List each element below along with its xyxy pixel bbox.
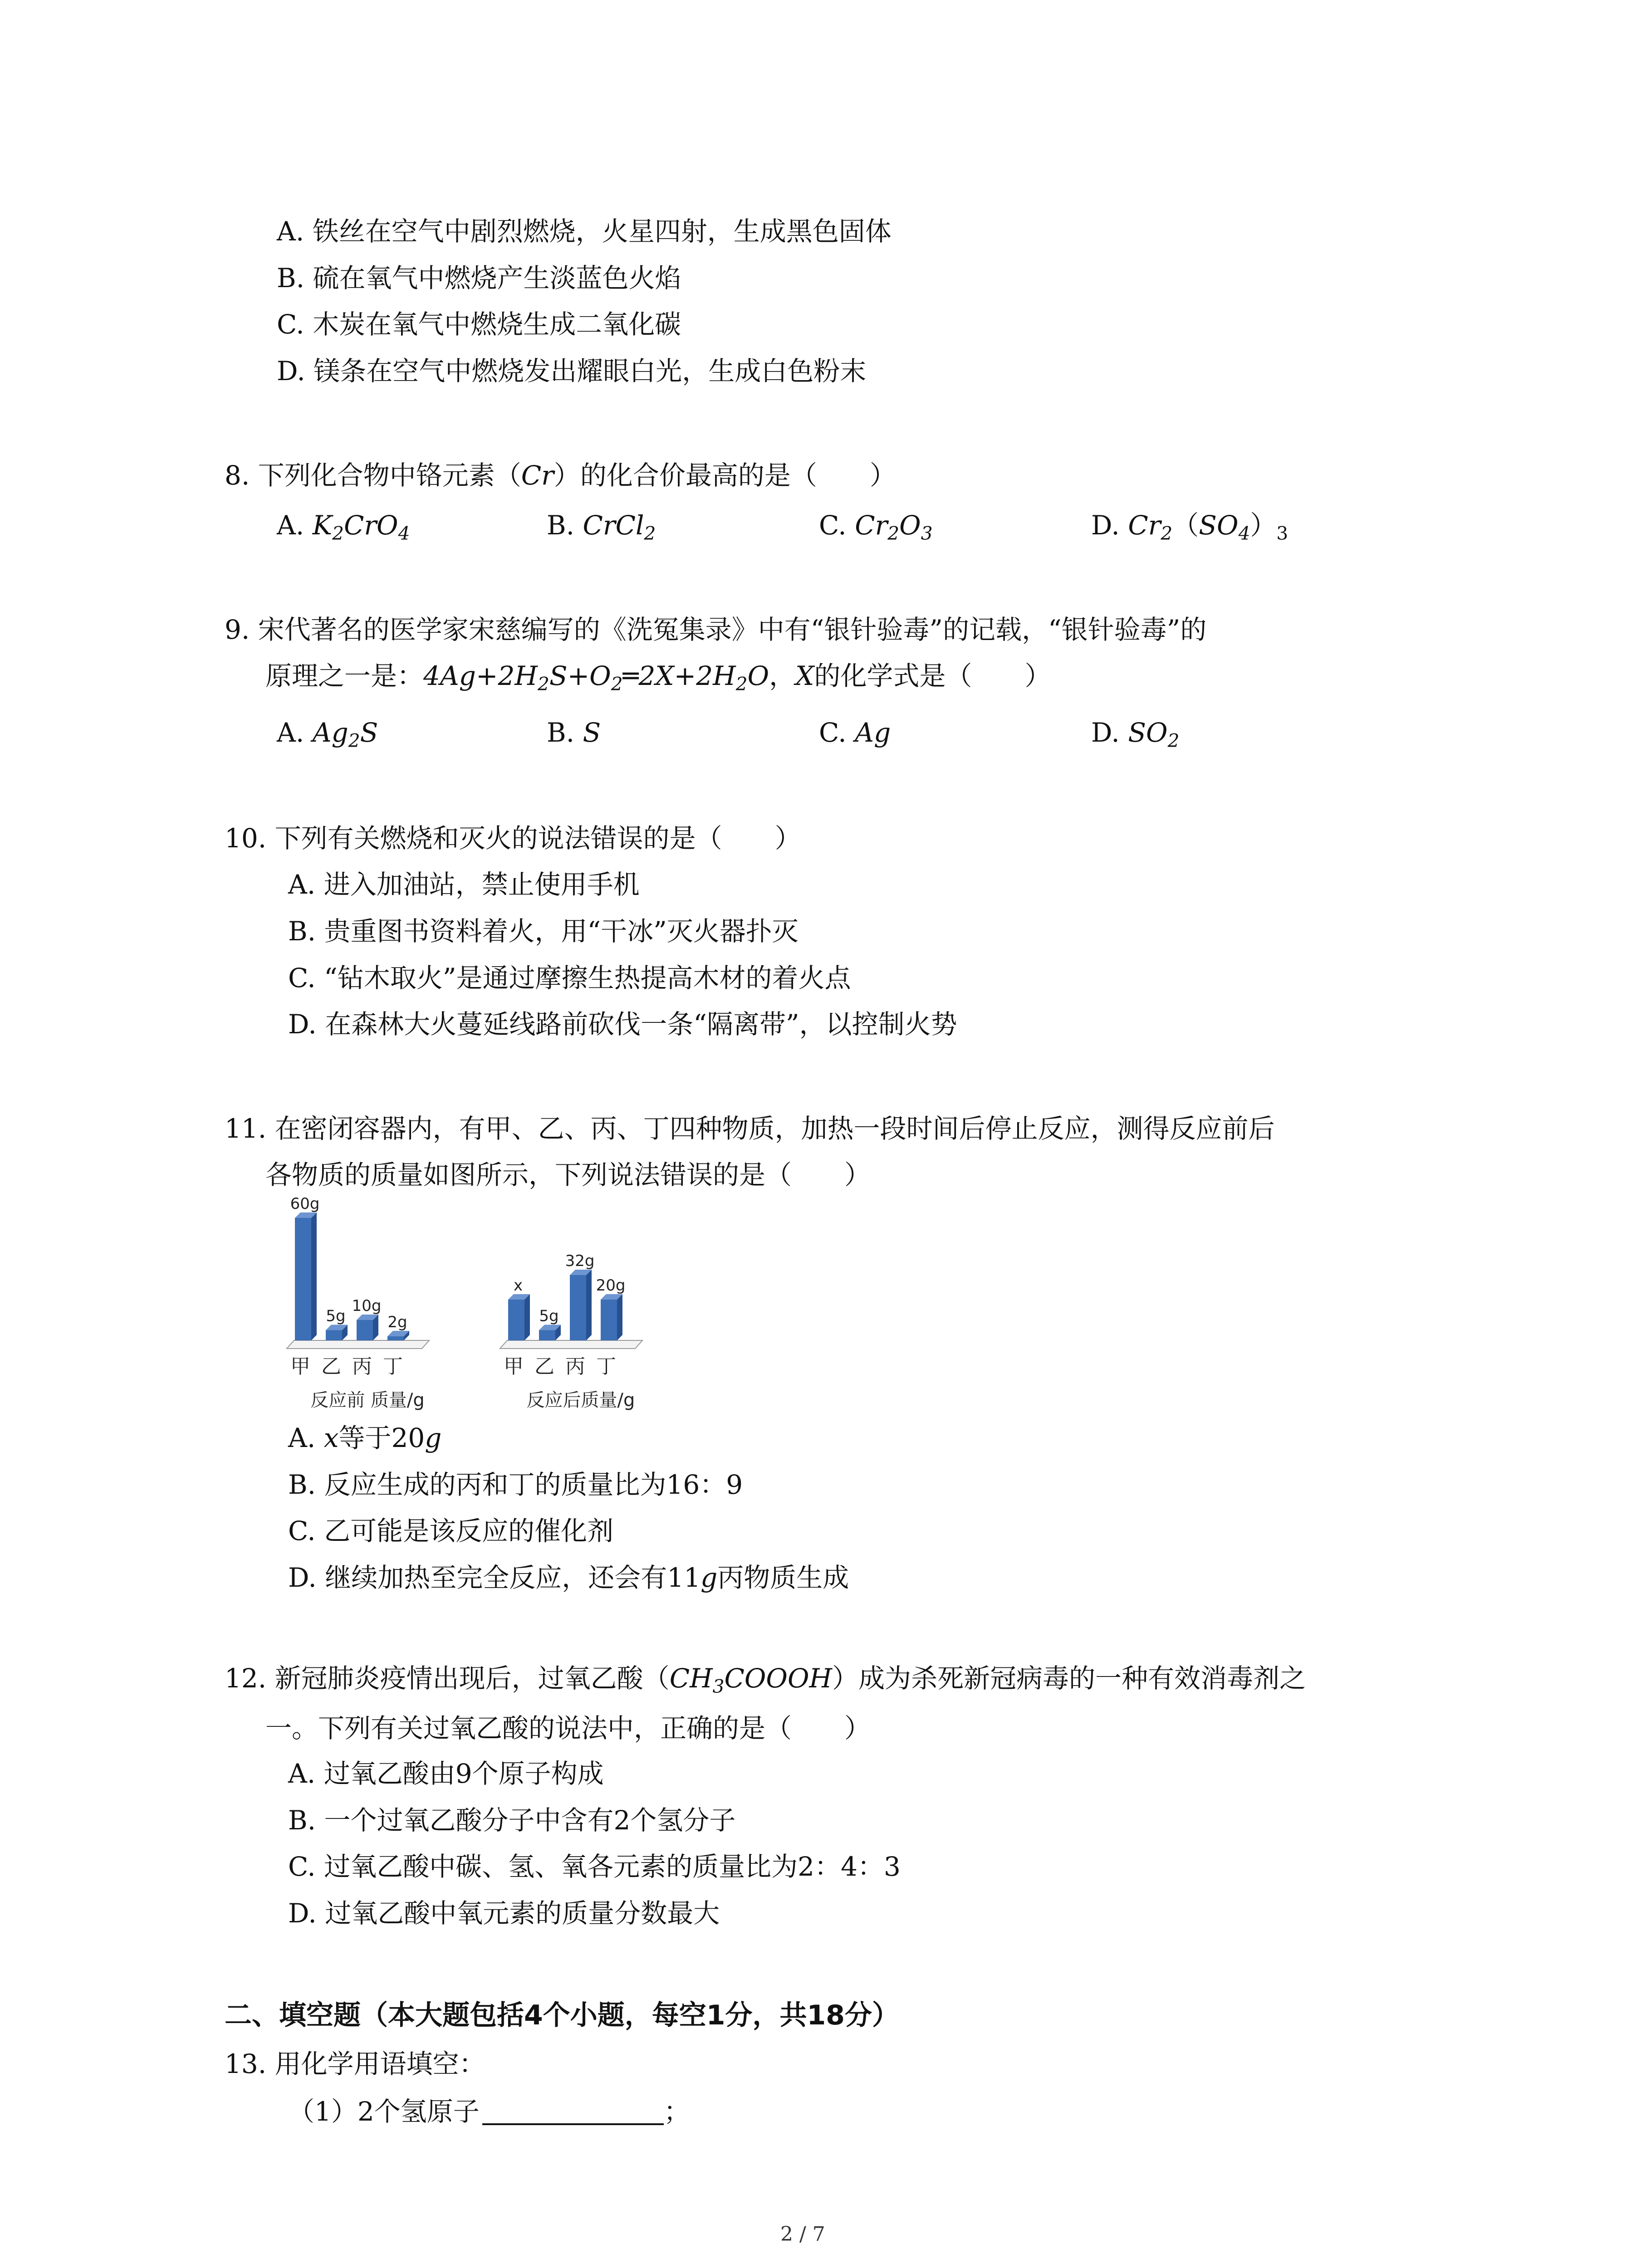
q12-option-c: C. 过氧乙酸中碳、氢、氧各元素的质量比为2：4：3 <box>288 1851 901 1882</box>
q11-stem-line1: 11. 在密闭容器内，有甲、乙、丙、丁四种物质，加热一段时间后停止反应，测得反应前后 <box>225 1113 1275 1144</box>
bar <box>570 1275 586 1340</box>
q9-equation: $4Ag+2H_2S+O_2═2X+2H_2O$ <box>423 660 769 695</box>
chart-before-reaction <box>281 1195 490 1422</box>
q7-option-b: B. 硫在氧气中燃烧产生淡蓝色火焰 <box>277 263 681 293</box>
q13-sub1: （1）2个氢原子 ； <box>288 2096 690 2127</box>
category-label: 乙 <box>534 1355 554 1378</box>
category-label: 甲 <box>290 1355 310 1378</box>
q10-option-a: A. 进入加油站，禁止使用手机 <box>288 869 640 900</box>
data-label: 2g <box>387 1313 407 1331</box>
data-label: 5g <box>326 1307 346 1325</box>
q9-stem-line1: 9. 宋代著名的医学家宋慈编写的《洗冤集录》中有“银针验毒”的记载，“银针验毒”的 <box>225 614 1207 645</box>
q7-option-a: A. 铁丝在空气中剧烈燃烧，火星四射，生成黑色固体 <box>277 216 892 247</box>
q10-stem: 10. 下列有关燃烧和灭火的说法错误的是（ ） <box>225 823 801 854</box>
q11-option-b: B. 反应生成的丙和丁的质量比为16：9 <box>288 1469 743 1500</box>
data-label: 5g <box>539 1307 559 1325</box>
q8-option-b: B. CrCl$_2$ <box>547 510 656 544</box>
bar <box>387 1336 404 1340</box>
bar <box>295 1218 311 1340</box>
data-label: 32g <box>565 1252 595 1270</box>
bar-side <box>586 1270 592 1340</box>
q12-option-a: A. 过氧乙酸由9个原子构成 <box>288 1758 604 1789</box>
page-number: 2 / 7 <box>780 2223 825 2246</box>
q8-option-c: C. $Cr_2O_3$ <box>819 510 933 544</box>
q12-stem-line2: 一。下列有关过氧乙酸的说法中，正确的是（ ） <box>265 1713 871 1744</box>
q9-option-c: C. Ag <box>819 717 891 748</box>
q11-option-c: C. 乙可能是该反应的催化剂 <box>288 1515 614 1546</box>
category-label: 甲 <box>504 1355 524 1378</box>
q11-option-a: A. x等于20g <box>288 1422 442 1453</box>
category-label: 丁 <box>596 1355 616 1378</box>
bar <box>539 1330 555 1341</box>
q9-stem-line2: 原理之一是：$4Ag+2H_2S+O_2═2X+2H_2O$，X的化学式是（ ） <box>265 660 1051 695</box>
q10-option-d: D. 在森林大火蔓延线路前砍伐一条“隔离带”，以控制火势 <box>288 1009 957 1040</box>
chart-title: 反应后质量/g <box>526 1390 635 1411</box>
category-label: 乙 <box>321 1355 341 1378</box>
q7-option-c: C. 木炭在氧气中燃烧生成二氧化碳 <box>277 309 681 340</box>
q8-option-d: D. $Cr_2(SO_4)_3$ <box>1091 510 1288 544</box>
bar-side <box>617 1294 622 1340</box>
answer-blank[interactable] <box>482 2096 664 2125</box>
q7-option-d: D. 镁条在空气中燃烧发出耀眼白光，生成白色粉末 <box>277 356 867 386</box>
q9-option-b: B. S <box>547 717 601 748</box>
data-label: 20g <box>596 1276 626 1295</box>
data-label: 60g <box>290 1195 320 1213</box>
category-label: 丙 <box>565 1355 585 1378</box>
q9-option-a: A. $Ag_2S$ <box>277 717 378 752</box>
bar-side <box>524 1294 530 1340</box>
section-heading: 二、填空题（本大题包括4个小题，每空1分，共18分） <box>225 1999 899 2031</box>
q8-option-a: A. $K_2CrO_4$ <box>277 510 410 544</box>
q11-stem-line2: 各物质的质量如图所示，下列说法错误的是（ ） <box>265 1159 871 1190</box>
data-label: x <box>513 1276 523 1295</box>
chart-floor <box>500 1340 642 1349</box>
bar <box>326 1330 342 1341</box>
q10-option-c: C. “钻木取火”是通过摩擦生热提高木材的着火点 <box>288 963 851 993</box>
bar <box>508 1300 524 1340</box>
bar <box>601 1300 617 1340</box>
category-label: 丙 <box>352 1355 372 1378</box>
q9-option-d: D. $SO_2$ <box>1091 717 1180 752</box>
bar <box>357 1320 373 1340</box>
q12-stem-line1: 12. 新冠肺炎疫情出现后，过氧乙酸$(CH_3COOOH)$成为杀死新冠病毒的一种有效消毒剂之 <box>225 1663 1306 1697</box>
category-label: 丁 <box>383 1355 403 1378</box>
q8-stem: 8. 下列化合物中铬元素（Cr）的化合价最高的是（ ） <box>225 460 896 491</box>
bar-side <box>311 1212 317 1340</box>
q13-stem: 13. 用化学用语填空： <box>225 2048 485 2079</box>
data-label: 10g <box>352 1297 382 1315</box>
chart-title: 反应前 质量/g <box>310 1390 425 1411</box>
chart-after-reaction <box>495 1195 703 1422</box>
q12-option-b: B. 一个过氧乙酸分子中含有2个氢分子 <box>288 1805 736 1836</box>
q12-option-d: D. 过氧乙酸中氧元素的质量分数最大 <box>288 1898 720 1929</box>
q11-option-d: D. 继续加热至完全反应，还会有11g丙物质生成 <box>288 1562 849 1593</box>
chart-floor <box>287 1340 429 1349</box>
q10-option-b: B. 贵重图书资料着火，用“干冰”灭火器扑灭 <box>288 916 798 947</box>
